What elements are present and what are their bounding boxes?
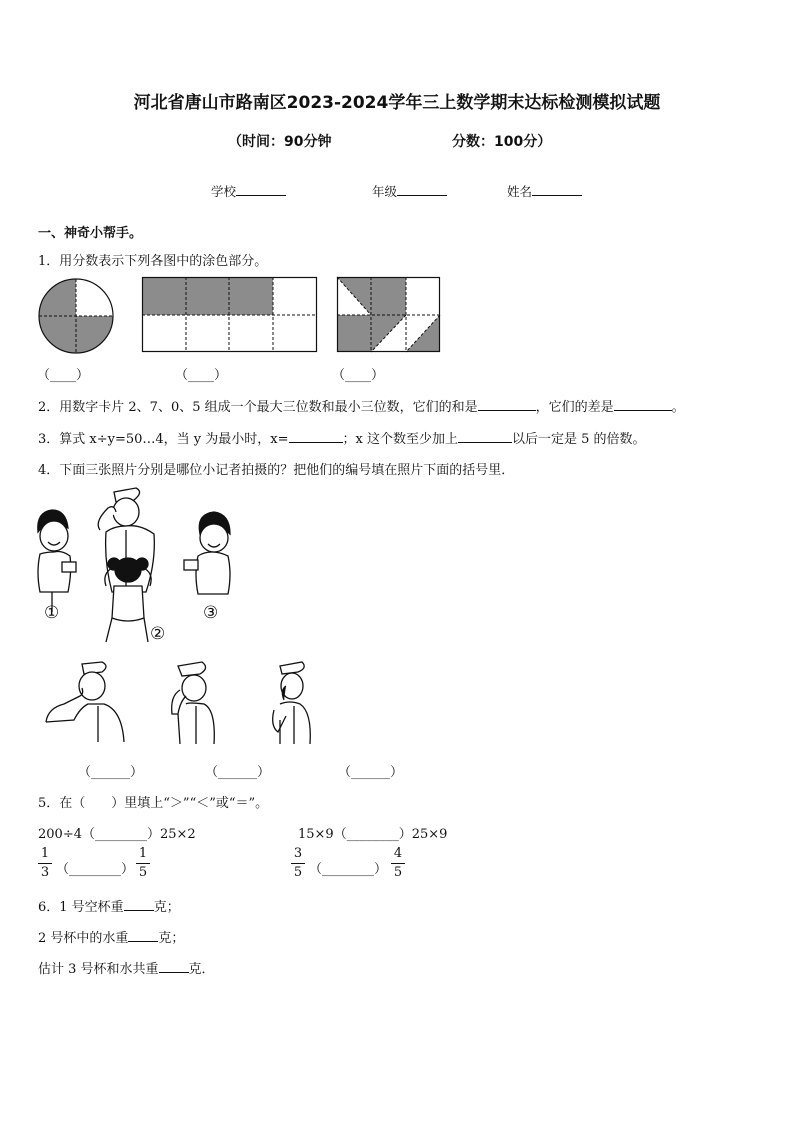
grade-label: 年级 [372,184,398,199]
q4-answer-1[interactable]: （______） [78,765,144,780]
q3-add-blank[interactable] [458,430,512,443]
name-label: 姓名 [507,184,533,199]
q3-part2: ；x 这个数至少加上 [342,432,458,447]
q6-line-1 [38,896,180,915]
q6-blank-2[interactable] [128,929,158,942]
fraction-c-denominator: 5 [293,865,303,880]
q5-compare-4[interactable]: （________） [309,862,388,877]
q5-fraction-c [291,846,305,881]
q3-line [38,428,646,447]
q2-part1: 2．用数字卡片 2、7、0、5 组成一个最大三位数和最小三位数，它们的和是 [38,400,478,415]
name-blank[interactable] [532,183,582,196]
q5-fraction-b [136,846,150,881]
q5-text: 5．在（ ）里填上“＞”“＜”或“＝”。 [38,796,269,811]
exam-score: 分数：100分） [452,134,552,150]
section-title: 一、神奇小帮手。 [38,226,143,241]
fraction-b-numerator: 1 [138,846,148,861]
q2-part2: ，它们的差是 [535,400,614,415]
grade-blank[interactable] [397,183,447,196]
q2-diff-blank[interactable] [614,398,672,411]
q5-compare-1[interactable]: 200÷4（________）25×2 [38,827,196,842]
q6-line-3-text: 估计 3 号杯和水共重 [38,962,159,977]
school-blank[interactable] [236,183,286,196]
q5-fraction-a [38,846,52,881]
q2-sum-blank[interactable] [478,398,536,411]
school-field [211,182,286,200]
grade-field [372,182,447,200]
q4-photo-1 [44,660,132,746]
exam-title: 河北省唐山市路南区2023-2024学年三上数学期末达标检测模拟试题 [133,93,661,113]
q3-part1: 3．算式 x÷y=50…4，当 y 为最小时，x= [38,432,289,447]
q5-compare-2[interactable]: 15×9（________）25×9 [298,827,448,842]
q1-answer-2[interactable]: （____） [175,368,228,383]
q2-part3: 。 [671,400,685,415]
fraction-d-denominator: 5 [393,865,403,880]
q6-line-1-text: 6．1 号空杯重 [38,900,124,915]
q4-answer-2[interactable]: （______） [205,765,271,780]
reporter-3-label: ③ [203,603,219,623]
q1-circle-figure [38,278,116,356]
fraction-d-numerator: 4 [393,846,403,861]
q1-square-figure [337,277,441,353]
reporter-2-label: ② [150,624,166,644]
name-field [507,182,582,200]
q5-fraction-d [391,846,405,881]
q6-blank-1[interactable] [124,898,154,911]
q1-text: 1．用分数表示下列各图中的涂色部分。 [38,254,268,269]
q3-part3: 以后一定是 5 的倍数。 [511,432,646,447]
fraction-c-numerator: 3 [293,846,303,861]
q1-answer-3[interactable]: （____） [332,368,385,383]
fraction-a-numerator: 1 [40,846,50,861]
q1-rectangle-figure [142,277,318,353]
q4-answer-3[interactable]: （______） [338,765,404,780]
q6-line-3 [38,958,215,977]
q1-answer-1[interactable]: （____） [37,368,90,383]
q5-compare-3[interactable]: （________） [56,862,135,877]
q4-photo-2 [168,660,224,746]
q3-x-blank[interactable] [289,430,343,443]
fraction-a-denominator: 3 [40,865,50,880]
q2-line [38,396,685,415]
reporter-1-label: ① [44,603,60,623]
q6-line-3-unit: 克． [188,962,215,977]
school-label: 学校 [211,184,237,199]
fraction-b-denominator: 5 [138,865,148,880]
q6-line-1-unit: 克； [153,900,180,915]
q4-photo-3 [268,660,316,746]
exam-time: （时间：90分钟 [228,134,332,150]
q6-line-2 [38,927,184,946]
q6-line-2-text: 2 号杯中的水重 [38,931,129,946]
q6-blank-3[interactable] [159,960,189,973]
q6-line-2-unit: 克； [158,931,185,946]
q4-text: 4．下面三张照片分别是哪位小记者拍摄的？把他们的编号填在照片下面的括号里． [38,463,515,478]
